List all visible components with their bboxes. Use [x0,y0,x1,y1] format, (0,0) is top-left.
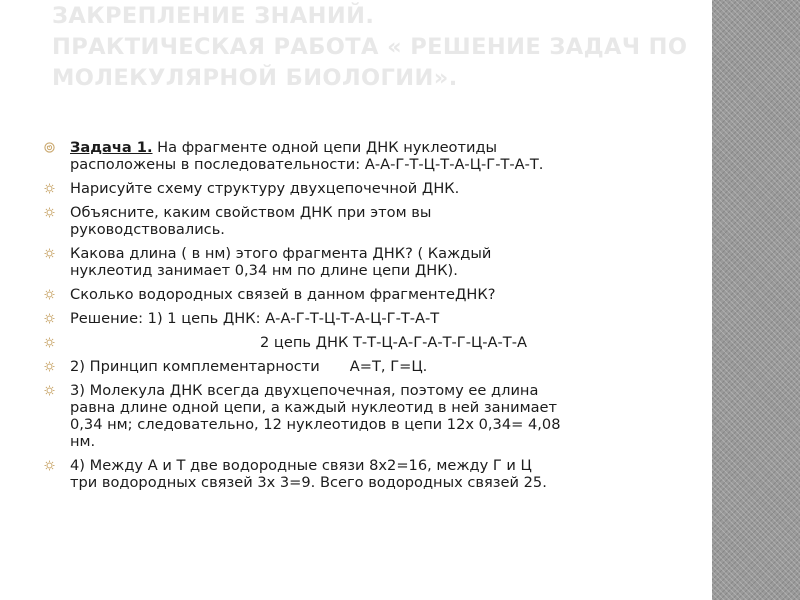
list-item [44,245,684,279]
text-line [70,139,684,156]
sun-bullet-icon [44,361,55,372]
decorative-side-bar [712,0,800,600]
task-list [44,139,684,498]
list-item [44,382,684,450]
text-line [70,334,684,351]
text-line [70,358,684,375]
text-line: три водородных связей 3х 3=9. Всего водородных связей 25. [70,474,547,491]
text-fragment: 2 цепь ДНК Т-Т-Ц-А-Г-А-Т-Г-Ц-А-Т-А [260,334,527,351]
text-fragment: А=Т, Г=Ц. [349,358,428,375]
title-line: ПРАКТИЧЕСКАЯ РАБОТА « РЕШЕНИЕ ЗАДАЧ ПО [52,34,688,60]
list-item [44,334,684,351]
slide-title [52,1,702,94]
text-line: 0,34 нм; следовательно, 12 нуклеотидов в цепи 12х 0,34= 4,08 [70,416,561,433]
text-fragment: На фрагменте одной цепи ДНК нуклеотиды [152,139,498,156]
swirl-bullet-icon [44,142,55,153]
task-label: Задача 1. [70,139,153,156]
list-item [44,286,684,303]
sun-bullet-icon [44,385,55,396]
list-item [44,139,684,173]
text-line: Сколько водородных связей в данном фрагментеДНК? [70,286,496,303]
sun-bullet-icon [44,337,55,348]
sun-bullet-icon [44,207,55,218]
sun-bullet-icon [44,313,55,324]
list-item [44,457,684,491]
text-line: руководствовались. [70,221,225,238]
sun-bullet-icon [44,460,55,471]
list-item [44,310,684,327]
text-line: 3) Молекула ДНК всегда двухцепочечная, поэтому ее длина [70,382,539,399]
text-line: равна длине одной цепи, а каждый нуклеотид в ней занимает [70,399,558,416]
text-fragment: 2) Принцип комплементарности [70,358,320,375]
list-item [44,358,684,375]
title-line: МОЛЕКУЛЯРНОЙ БИОЛОГИИ». [52,65,458,91]
text-line: Нарисуйте схему структуру двухцепочечной ДНК. [70,180,460,197]
text-line: Объясните, каким свойством ДНК при этом вы [70,204,432,221]
text-line: Решение: 1) 1 цепь ДНК: А-А-Г-Т-Ц-Т-А-Ц-Г-Т-А-Т [70,310,440,327]
text-line: расположены в последовательности: А-А-Г-Т-Ц-Т-А-Ц-Г-Т-А-Т. [70,156,544,173]
sun-bullet-icon [44,183,55,194]
sun-bullet-icon [44,289,55,300]
text-line: нуклеотид занимает 0,34 нм по длине цепи ДНК). [70,262,458,279]
list-item [44,180,684,197]
list-item [44,204,684,238]
text-line: нм. [70,433,96,450]
text-line: 4) Между А и Т две водородные связи 8х2=16, между Г и Ц [70,457,532,474]
title-line: ЗАКРЕПЛЕНИЕ ЗНАНИЙ. [52,3,375,29]
sun-bullet-icon [44,248,55,259]
text-line: Какова длина ( в нм) этого фрагмента ДНК? ( Каждый [70,245,492,262]
